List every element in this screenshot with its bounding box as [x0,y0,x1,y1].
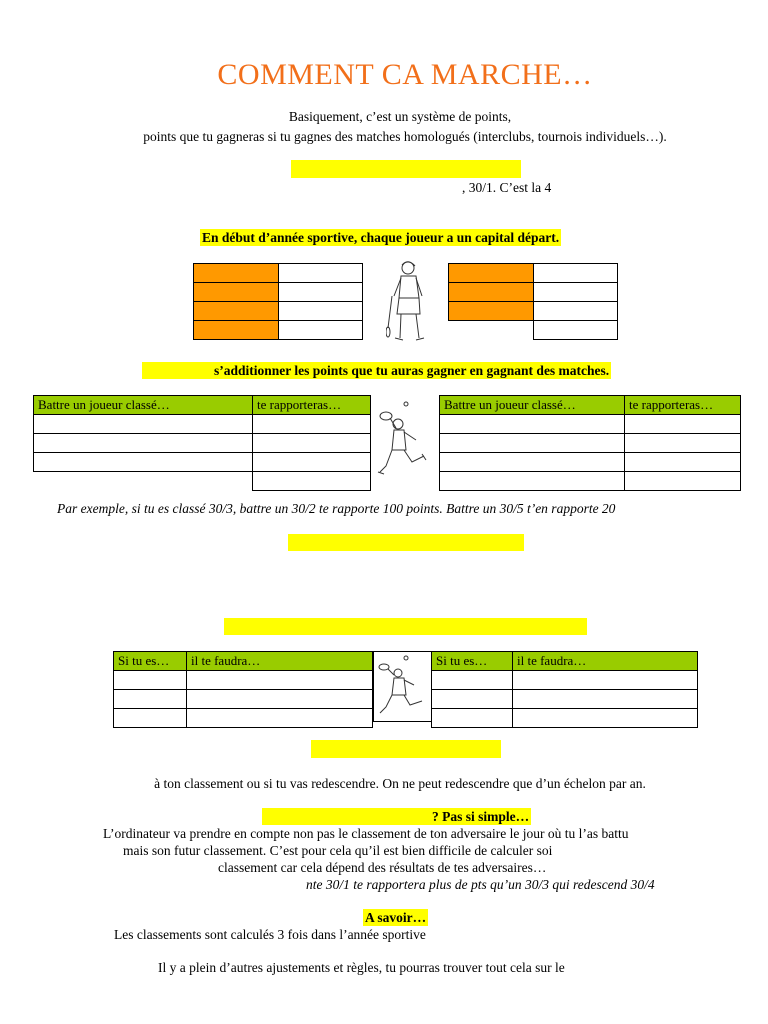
battre-table-left [33,395,371,491]
classement-text: , 30/1. C’est la 4 [462,180,552,195]
plein-text: Il y a plein d’autres ajustements et règles, tu pourras trouver tout cela sur le [158,960,565,975]
col-header-rapporteras: te rapporteras… [253,396,371,415]
tennis-player-volley-icon [376,655,428,719]
capital-heading: En début d’année sportive, chaque joueur a un capital départ. [202,230,560,245]
col-header-battre: Battre un joueur classé… [440,396,625,415]
highlight-bar [291,160,521,178]
example-text: Par exemple, si tu es classé 30/3, battre un 30/2 te rapporte 100 points. Battre un 30/5 t’en rapporte 20 [57,501,616,516]
capital-table-left [193,263,363,340]
ordinateur-line-3: classement car cela dépend des résultats de tes adversaires… [218,860,547,875]
redescendre-text: à ton classement ou si tu vas redescendre. On ne peut redescendre que d’un échelon par an. [154,776,646,791]
pas-si-simple-heading: ? Pas si simple… [432,809,530,824]
col-header-faudra: il te faudra… [187,652,373,671]
ordinateur-line-4: nte 30/1 te rapportera plus de pts qu’un 30/3 qui redescend 30/4 [306,877,655,892]
ordinateur-line-1: L’ordinateur va prendre en compte non pas le classement de ton adversaire le jour où tu l’as battu [103,826,629,841]
col-header-rapporteras: te rapporteras… [625,396,741,415]
highlight-bar [311,740,501,758]
intro-line-2: points que tu gagneras si tu gagnes des matches homologués (interclubs, tournois individuels…). [143,129,667,144]
highlight-bar [288,534,524,551]
capital-table-right [448,263,618,340]
col-header-si: Si tu es… [432,652,513,671]
classements-calc-text: Les classements sont calculés 3 fois dans l’année sportive [114,927,426,942]
a-savoir-heading: A savoir… [365,910,427,925]
col-header-faudra: il te faudra… [513,652,698,671]
intro-line-1: Basiquement, c’est un système de points, [288,109,512,124]
battre-table-right [439,395,741,491]
highlight-bar [262,808,432,825]
col-header-battre: Battre un joueur classé… [34,396,253,415]
tennis-player-serving-icon [376,400,432,480]
si-table-left [113,651,373,728]
page-title: COMMENT CA MARCHE… [217,58,593,91]
highlight-bar [142,362,214,379]
col-header-si: Si tu es… [114,652,187,671]
add-heading: s’additionner les points que tu auras gagner en gagnant des matches. [214,363,610,378]
tennis-player-standing-icon [386,258,434,344]
highlight-bar [224,618,587,635]
ordinateur-line-2: mais son futur classement. C’est pour cela qu’il est bien difficile de calculer soi [123,843,553,858]
si-table-right [431,651,698,728]
